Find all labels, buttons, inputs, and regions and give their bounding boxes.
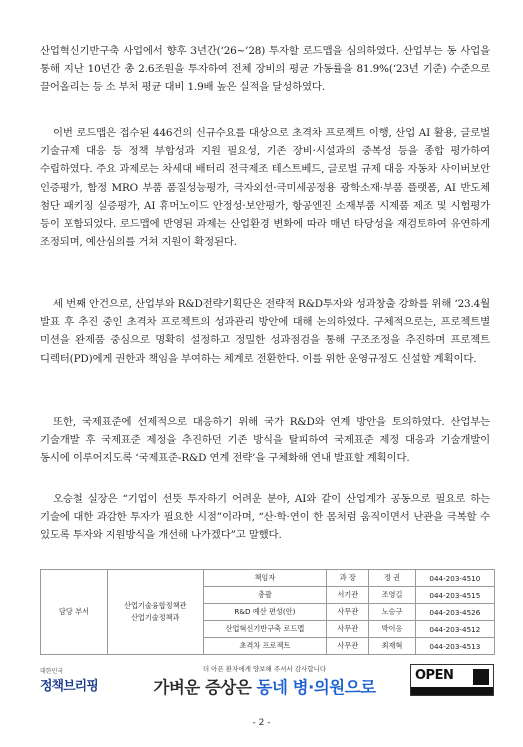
- policy-briefing-logo[interactable]: [40, 666, 100, 696]
- open-license-badge[interactable]: [410, 664, 494, 696]
- paragraph-text: 오승철 실장은 “기업이 선뜻 투자하기 어려운 분야, AI와 같이 산업계가 공동으로 필요로 하는 기술에 대한 과감한 투자가 필요한 시점”이라며, “산·학·연이 한 몸처럼 움직이면서 난관을 극복할 수 있도록 투자와 지원방식을 개선해 나가겠다”고 말했다.: [40, 493, 490, 542]
- phone-cell: 044-203-4510: [415, 570, 494, 587]
- paragraph-performance-management: [40, 295, 490, 368]
- name-cell: 노승구: [369, 604, 415, 621]
- role-cell: 산업혁신기반구축 로드맵: [203, 621, 327, 638]
- footer-banner-strip: [40, 662, 495, 698]
- banner-headline-part1: 가벼운 증상은: [153, 678, 257, 697]
- department-name: [107, 570, 203, 655]
- paragraph-text: 세 번째 안건으로, 산업부와 R&D전략기획단은 전략적 R&D투자와 성과창출 강화를 위해 ‘23.4월 발표 후 추진 중인 초격차 프로젝트의 성과관리 방안에 대해 논의하였다. 구체적으로는, 프로젝트별 미션을 완제품 중심으로 명확히 설정하고 정밀한 성과점검을 통해 구조조정을 추진하며 프로젝트 디렉터(PD)에게 권한과 책임을 부여하는 체계로 전환한다. 이를 위한 운영규정도 신설할 계획이다.: [40, 298, 490, 365]
- department-line-1: 산업기술융합정책관: [124, 601, 187, 610]
- campaign-banner[interactable]: [122, 664, 407, 696]
- position-cell: 사무관: [327, 621, 369, 638]
- paragraph-international-standards: [40, 413, 490, 468]
- paragraph-text: 산업혁신기반구축 사업에서 향후 3년간(‘26~’28) 투자할 로드맵을 심의하였다. 산업부는 동 사업을 통해 지난 10년간 총 2.6조원을 투자하여 전체 장비의 평균 가동률을 81.9%(‘23년 기준) 수준으로 끌어올리는 등 소 부처 평균 대비 1.9배 높은 실적을 달성하였다.: [40, 45, 490, 94]
- department-line-2: 산업기술정책과: [130, 613, 180, 622]
- paragraph-text: 또한, 국제표준에 선제적으로 대응하기 위해 국가 R&D와 연계 방안을 토의하였다. 산업부는 기술개발 후 국제표준 제정을 추진하던 기존 방식을 탈피하여 국제표준 제정 대응과 기술개발이 동시에 이루어지도록 ‘국제표준-R&D 연계 전략’을 구체화해 연내 발표할 계획이다.: [40, 416, 490, 465]
- license-strip: [411, 687, 493, 695]
- contact-table: [40, 569, 495, 655]
- logo-small-text: 대한민국: [40, 668, 64, 675]
- name-cell: 조영길: [369, 587, 415, 604]
- open-license-word: OPEN: [415, 668, 454, 683]
- role-cell: 총괄: [203, 587, 327, 604]
- position-cell: 사무관: [327, 638, 369, 655]
- position-cell: 과 장: [327, 570, 369, 587]
- name-cell: 정 권: [369, 570, 415, 587]
- phone-cell: 044-203-4513: [415, 638, 494, 655]
- license-type-icon: [473, 669, 489, 685]
- paragraph-text: 이번 로드맵은 접수된 446건의 신규수요를 대상으로 초격차 프로젝트 이행, 산업 AI 활용, 글로벌 기술규제 대응 등 정책 부합성과 지원 필요성, 기존 장비·시설과의 중복성 등을 종합 평가하여 수립하였다. 주요 과제로는 차세대 배터리 전극제조 테스트베드, 글로벌 규제 대응 자동차 사이버보안 인증평가, 함정 MRO 부품 품질성능평가, 극자외선·극미세공정용 광학소재·부품 플랫폼, AI 반도체 첨단 패키징 실증평가, AI 휴머노이드 안정성·보안평가, 항공엔진 소재부품 시제품 제조 및 시험평가 등이 포함되었다. 로드맵에 반영된 과제는 산업환경 변화에 따라 매년 타당성을 재검토하여 유연하게 조정되며, 예산심의를 거쳐 지원이 확정된다.: [40, 127, 490, 249]
- role-cell: 초격차 프로젝트: [203, 638, 327, 655]
- phone-cell: 044-203-4526: [415, 604, 494, 621]
- role-cell: R&D 예산 편성(안): [203, 604, 327, 621]
- position-cell: 사무관: [327, 604, 369, 621]
- department-label: 담당 부서: [41, 570, 108, 655]
- phone-cell: 044-203-4512: [415, 621, 494, 638]
- banner-headline-part2: 동네 병·의원으로: [256, 678, 376, 697]
- logo-big-text: 정책브리핑: [40, 679, 98, 694]
- role-cell: 책임자: [203, 570, 327, 587]
- phone-cell: 044-203-4515: [415, 587, 494, 604]
- banner-subtitle: 더 아픈 환자에게 양보해 주셔서 감사합니다: [202, 665, 327, 673]
- page-number: - 2 -: [252, 718, 271, 728]
- name-cell: 박이응: [369, 621, 415, 638]
- name-cell: 최재혁: [369, 638, 415, 655]
- paragraph-roadmap-intro: [40, 42, 490, 97]
- position-cell: 서기관: [327, 587, 369, 604]
- banner-headline: [122, 674, 407, 698]
- table-row: [41, 570, 495, 587]
- paragraph-director-quote: [40, 490, 490, 545]
- paragraph-roadmap-details: [40, 124, 490, 251]
